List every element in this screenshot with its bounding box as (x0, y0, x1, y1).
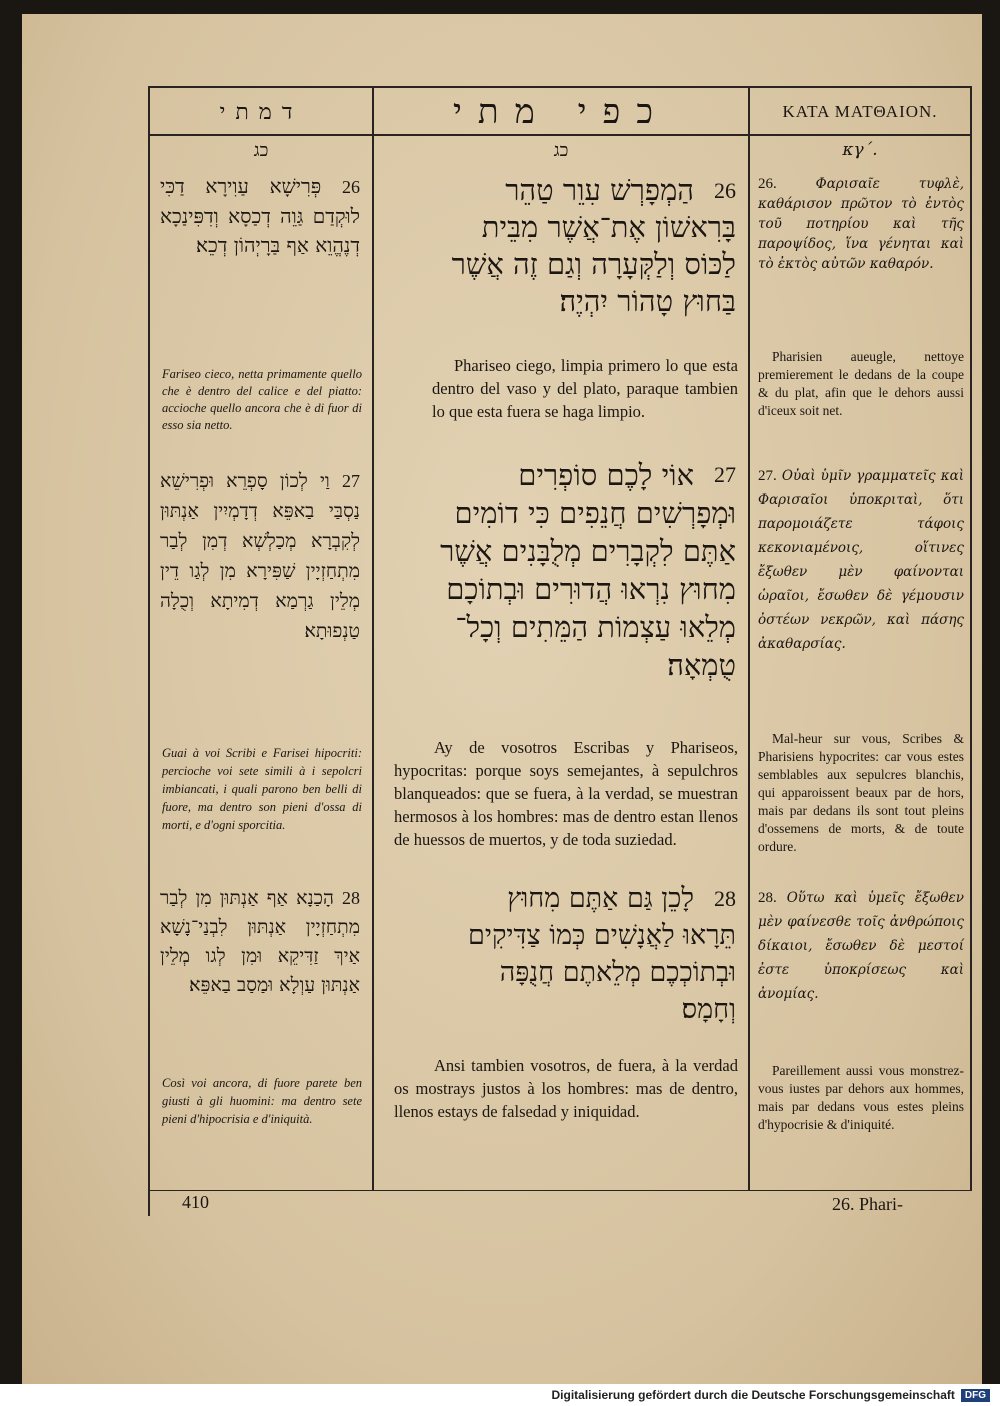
hebrew-chapter-number: כג (553, 140, 569, 161)
italian-verse-27: Guai à voi Scribi e Farisei hipocriti: percioche voi sete simili à i sepolcri imbiancati, i quali parono ben belli di fuore, ma dentro son pieni d'ossa di morti, e d'ogni sporcitia. (162, 746, 362, 832)
verse-number: 27. (758, 468, 777, 484)
greek-verse-26 (758, 174, 964, 274)
hebrew-line: טֻמְאָה׃ (667, 648, 736, 682)
funding-note: Digitalisierung gefördert durch die Deutsche Forschungsgemeinschaft (551, 1388, 955, 1402)
hebrew-verse-28 (384, 880, 736, 1028)
column-rule-1 (372, 86, 374, 1190)
bottom-rule (148, 1190, 972, 1191)
verse-text: וַי לְכוֹן סָפְרֵא וּפְרִישֵׁא נַסְבַּי בַאפֵּא דְדָמְיִין אַנְתּוּן לְקִבְרָא מְכַלְשְׁא דְמִן לְבַר מִתְחַזְיָין שַׁפִּירָא מִן לְגַו דֵין מְלֵין גַרְמַא דְמִיתָא וְכֻלָה טַנְפוּתָא׃ (160, 470, 360, 642)
hebrew-line: לָכֵן גַּם אַתֶּם מִחוּץ (507, 883, 694, 914)
verse-number: 26 (342, 177, 360, 197)
hebrew-line: לַכּוֹס וְלַקְּעָרָה וְגַם זֶה אֲשֶׁר (451, 247, 736, 281)
french-verse-27: Mal-heur sur vous, Scribes & Pharisiens hypocrites: car vous estes semblables aux sepulcres blanchis, qui apparoissent beaux par de hors, mais par dedans ils sont tout pleins d'ossemens de morts, & de toute ordure. (758, 731, 964, 854)
verse-text: Οὕτω καὶ ὑμεῖς ἔξωθεν μὲν φαίνεσθε τοῖς ἀνθρώποις δίκαιοι, ἔσωθεν δὲ μεστοί ἐστε ὑποκρίσεως καὶ ἀνομίας. (758, 890, 965, 1002)
italian-verse-26: Fariseo cieco, netta primamente quello che è dentro del calice e del piatto: accioche quello ancora che è di fuor di esso sia netto. (162, 367, 362, 432)
hebrew-line: וּבְתוֹכְכֶם מְלֵאתֶם חֲנֻפָּה (499, 957, 736, 988)
header-bottom-rule (148, 134, 970, 136)
verse-text: פְּרִישָׁא עַוִירָא דַכִּי לוּקְדַם גַּוֵה דְכַסָא וְדִפִּינַכָא דְנֶהֱוֵא אַף בַּרָיְהוֹן דְכֵא׃ (160, 174, 360, 257)
column-rule-right (970, 86, 972, 1190)
digitization-footer (0, 1384, 1000, 1406)
spanish-verse-27: Ay de vosotros Escribas y Phariseos, hypocritas: porque soys semejantes, à sepulchros blanqueados: que se fuera, à la verdad, se muestran hermosos à los hombres: mas de dentro estan llenos de huessos de muertos, y de toda suziedad. (394, 738, 738, 849)
header-top-rule (148, 86, 970, 88)
greek-chapter-number: κγ΄. (842, 140, 878, 160)
verse-number: 28 (342, 888, 360, 908)
hebrew-line: מְלֵאוּ עַצְמוֹת הַמֵּתִים וְכָל־ (455, 610, 736, 644)
column-rule-left (148, 86, 150, 1216)
hebrew-line: מִחוּץ נִרְאוּ הֲדוּרִים וּבְתוֹכָם (446, 572, 736, 606)
aramaic-verse-27 (160, 466, 360, 646)
verse-number: 28 (714, 886, 736, 911)
column-rule-2 (748, 86, 750, 1190)
french-verse-26: Pharisien aueugle, nettoye premierement le dedans de la coupe & du plat, afin que le dehors aussi d'iceux soit net. (758, 349, 964, 418)
page-number: 410 (182, 1192, 209, 1212)
verse-number: 27 (342, 471, 360, 491)
book-page (22, 14, 982, 1384)
verse-text: Οὐαὶ ὑμῖν γραμματεῖς καὶ Φαρισαῖοι ὑποκριταὶ, ὅτι παρομοιάζετε τάφοις κεκονιαμένοις, οἵτινες ἔξωθεν μὲν φαίνονται ὡραῖοι, ἔσωθεν δὲ γέμουσιν ὀστέων νεκρῶν, καὶ πάσης ἀκαθαρσίας. (758, 468, 965, 652)
spanish-verse-28: Ansi tambien vosotros, de fuera, à la verdad os mostrays justos à los hombres: mas de dentro, llenos estays de falsedad y iniquidad. (394, 1056, 738, 1121)
hebrew-line: בַּחוּץ טָהוֹר יִהְיֶה׃ (559, 284, 736, 318)
italian-verse-28: Così voi ancora, di fuore parete ben giusti à gli huomini: ma dentro sete pieni d'hipocrisia e d'iniquità. (162, 1076, 362, 1126)
hebrew-line: אוֹי לָכֶם סוֹפְרִים (518, 458, 694, 492)
spanish-verse-26: Phariseo ciego, limpia primero lo que esta dentro del vaso y del plato, paraque tambien lo que esta fuera se haga limpio. (432, 356, 738, 421)
dfg-logo: DFG (961, 1389, 990, 1402)
hebrew-verse-26 (384, 172, 736, 320)
hebrew-verse-27 (384, 456, 736, 684)
greek-verse-28 (758, 886, 964, 1006)
greek-verse-27 (758, 464, 964, 656)
verse-number: 26 (714, 178, 736, 203)
verse-text: Φαρισαῖε τυφλὲ, καθάρισον πρῶτον τὸ ἐντὸς τοῦ ποτηρίου καὶ τῆς παροψίδος, ἵνα γένηται καὶ τὸ ἐκτὸς αὐτῶν καθαρόν. (758, 176, 964, 272)
hebrew-running-title: כפי מתי (453, 92, 669, 132)
french-verse-28: Pareillement aussi vous monstrez-vous iustes par dehors aux hommes, mais par dedans vous estes pleins d'hypocrisie & d'iniquité. (758, 1063, 964, 1132)
hebrew-line: תֵּרָאוּ לַאֲנָשִׁים כְּמוֹ צַדִּיקִים (468, 920, 736, 951)
aramaic-verse-28 (160, 884, 360, 1000)
hebrew-line: הַמְפָרְשׁ עִוֵר טַהֵר (505, 173, 694, 207)
hebrew-line: וּמְפָרְשִׁים חֲנֵפִים כִּי דוֹמִים (454, 496, 736, 530)
verse-number: 27 (714, 462, 736, 487)
verse-number: 28. (758, 890, 777, 906)
verse-text: הָכַנָא אַף אַנְתּוּן מִן לְבַר מִתְחַזְיָין אַנְתּוּן לִבְנַי־נָשָׁא אַיךְ זַדִּיקֵא וּמִן לְגו מְלֵין אַנְתּוּן עַוְלָא וּמַסַב בַאפֵּא׃ (160, 887, 360, 996)
catchword: 26. Phari- (832, 1194, 903, 1214)
hebrew-line: וְחָמָס׃ (681, 994, 736, 1025)
verse-number: 26. (758, 176, 777, 192)
greek-running-title: ΚΑΤΑ ΜΑΤΘΑΙΟΝ. (782, 102, 938, 121)
hebrew-line: בָּרִאשׁוֹן אֶת־אֲשֶׁר מִבֵּית (481, 210, 736, 244)
hebrew-line: אַתֶּם לִקְבָרִים מְלֻבָּנִים אֲשֶׁר (440, 534, 736, 568)
aramaic-verse-26 (160, 172, 360, 260)
aramaic-chapter-number: כג (253, 140, 269, 161)
aramaic-running-title: דמתי (219, 100, 303, 125)
